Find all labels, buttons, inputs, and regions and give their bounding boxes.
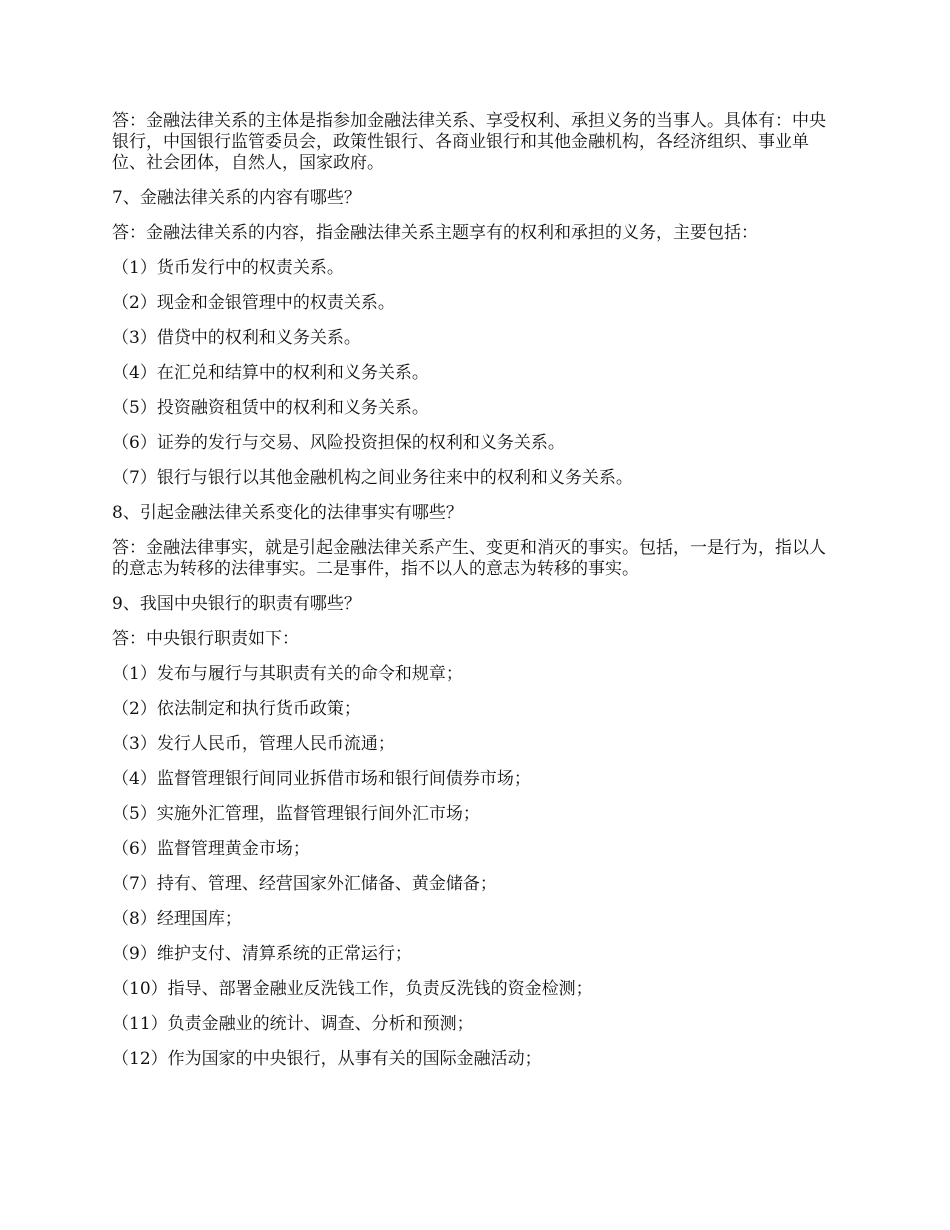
question-8: 8、引起金融法律关系变化的法律事实有哪些？ bbox=[112, 503, 463, 523]
list-item: （8）经理国库； bbox=[112, 909, 242, 929]
document-page bbox=[112, 111, 842, 1084]
list-item: （4）在汇兑和结算中的权利和义务关系。 bbox=[112, 363, 429, 383]
list-item: （7）银行与银行以其他金融机构之间业务往来中的权利和义务关系。 bbox=[112, 468, 633, 488]
answer-6-text: 答：金融法律关系的主体是指参加金融法律关系、享受权利、承担义务的当事人。具体有：中央银行，中国银行监管委员会，政策性银行、各商业银行和其他金融机构，各经济组织、事业单位、社会团体，自然人，国家政府。 bbox=[112, 111, 826, 173]
list-item: （12）作为国家的中央银行，从事有关的国际金融活动； bbox=[112, 1049, 542, 1069]
list-item: （1）发布与履行与其职责有关的命令和规章； bbox=[112, 664, 463, 684]
question-9: 9、我国中央银行的职责有哪些？ bbox=[112, 594, 361, 614]
list-item: （9）维护支付、清算系统的正常运行； bbox=[112, 944, 412, 964]
list-item: （4）监督管理银行间同业拆借市场和银行间债券市场； bbox=[112, 769, 531, 789]
list-item: （10）指导、部署金融业反洗钱工作，负责反洗钱的资金检测； bbox=[112, 979, 593, 999]
list-item: （6）监督管理黄金市场； bbox=[112, 839, 310, 859]
list-item: （5）投资融资租赁中的权利和义务关系。 bbox=[112, 398, 429, 418]
list-item: （5）实施外汇管理，监督管理银行间外汇市场； bbox=[112, 804, 480, 824]
list-item: （3）借贷中的权利和义务关系。 bbox=[112, 328, 361, 348]
list-item: （7）持有、管理、经营国家外汇储备、黄金储备； bbox=[112, 874, 497, 894]
list-item: （3）发行人民币，管理人民币流通； bbox=[112, 734, 395, 754]
list-item: （11）负责金融业的统计、调查、分析和预测； bbox=[112, 1014, 474, 1034]
answer-8-text: 答：金融法律事实，就是引起金融法律关系产生、变更和消灭的事实。包括，一是行为，指以人的意志为转移的法律事实。二是事件，指不以人的意志为转移的事实。 bbox=[112, 538, 826, 579]
list-item: （6）证券的发行与交易、风险投资担保的权利和义务关系。 bbox=[112, 433, 565, 453]
answer-9-intro: 答：中央银行职责如下： bbox=[112, 629, 299, 649]
answer-7-intro: 答：金融法律关系的内容，指金融法律关系主题享有的权利和承担的义务，主要包括： bbox=[112, 223, 758, 243]
list-item: （2）现金和金银管理中的权责关系。 bbox=[112, 293, 395, 313]
question-7: 7、金融法律关系的内容有哪些？ bbox=[112, 188, 361, 208]
list-item: （1）货币发行中的权责关系。 bbox=[112, 258, 344, 278]
list-item: （2）依法制定和执行货币政策； bbox=[112, 699, 361, 719]
